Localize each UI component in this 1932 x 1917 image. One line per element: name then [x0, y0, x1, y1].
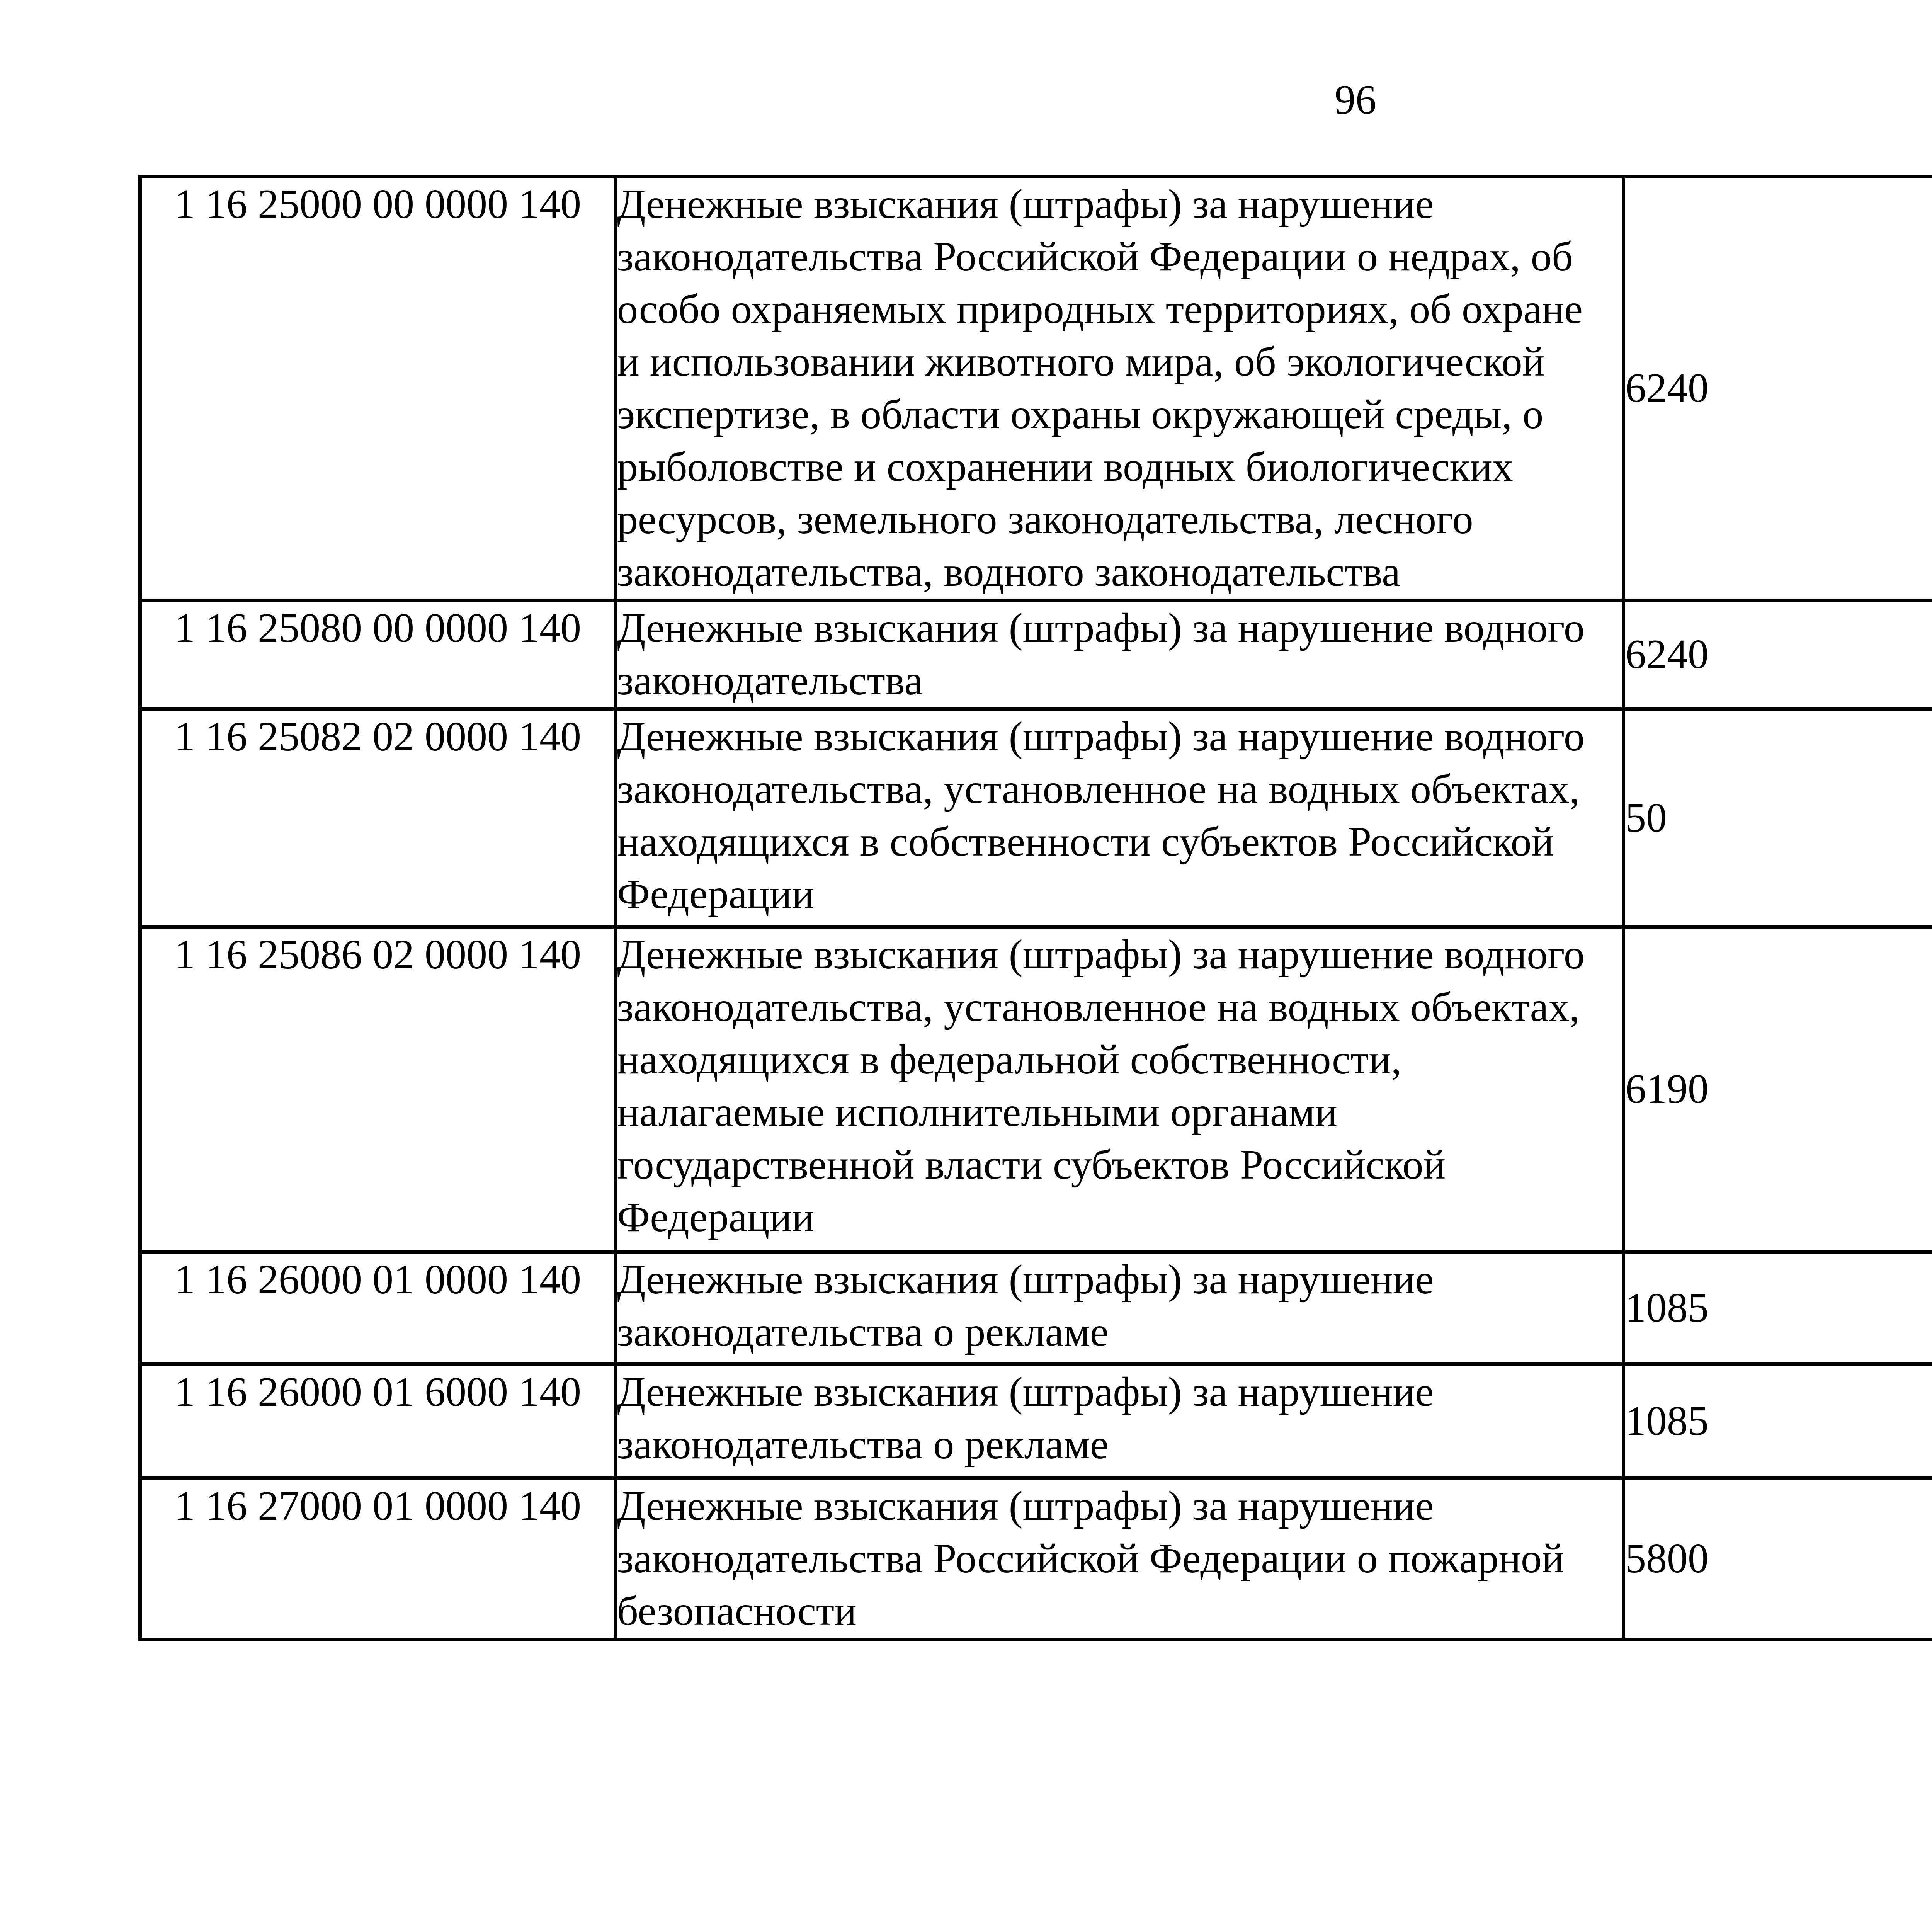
amount-cell: 5800 [1624, 1478, 1932, 1640]
description-line: законодательства Российской Федерации о недрах, об [617, 234, 1573, 280]
amount-cell: 50 [1624, 709, 1932, 927]
description-cell [616, 1252, 1624, 1364]
description-cell [616, 600, 1624, 709]
description-line: налагаемые исполнительными органами [617, 1089, 1338, 1135]
description-line: законодательства о рекламе [617, 1422, 1109, 1468]
description-line: ресурсов, земельного законодательства, лесного [617, 497, 1473, 543]
description-line: законодательства о рекламе [617, 1309, 1109, 1355]
description-line: Федерации [617, 1194, 815, 1240]
description-line: и использовании животного мира, об экологической [617, 339, 1545, 385]
table-row [140, 177, 1932, 600]
budget-code-cell: 1 16 25082 02 0000 140 [140, 709, 616, 927]
table-row [140, 1364, 1932, 1478]
description-line: законодательства, водного законодательства [617, 549, 1401, 595]
amount-cell: 6240 [1624, 177, 1932, 600]
description-line: Федерации [617, 871, 815, 917]
description-cell [616, 1364, 1624, 1478]
table-row [140, 709, 1932, 927]
revenue-table [138, 175, 1932, 1641]
budget-code-cell: 1 16 25000 00 0000 140 [140, 177, 616, 600]
amount-cell: 6190 [1624, 927, 1932, 1252]
description-cell [616, 709, 1624, 927]
table-row [140, 600, 1932, 709]
amount-cell: 1085 [1624, 1252, 1932, 1364]
table-row [140, 1252, 1932, 1364]
description-line: находящихся в федеральной собственности, [617, 1037, 1402, 1083]
budget-code-cell: 1 16 26000 01 0000 140 [140, 1252, 616, 1364]
description-line: находящихся в собственности субъектов Российской [617, 819, 1554, 865]
description-cell [616, 927, 1624, 1252]
table-row [140, 1478, 1932, 1640]
description-line: Денежные взыскания (штрафы) за нарушение [617, 181, 1434, 227]
budget-code-cell: 1 16 25086 02 0000 140 [140, 927, 616, 1252]
table-row [140, 927, 1932, 1252]
description-line: Денежные взыскания (штрафы) за нарушение [617, 1257, 1434, 1303]
description-line: Денежные взыскания (штрафы) за нарушение [617, 1369, 1434, 1415]
budget-code-cell: 1 16 26000 01 6000 140 [140, 1364, 616, 1478]
page-number: 96 [1335, 77, 1376, 123]
description-line: законодательства, установленное на водных объектах, [617, 766, 1580, 812]
description-line: особо охраняемых природных территориях, об охране [617, 286, 1583, 332]
budget-code-cell: 1 16 27000 01 0000 140 [140, 1478, 616, 1640]
amount-cell: 6240 [1624, 600, 1932, 709]
description-line: Денежные взыскания (штрафы) за нарушение водного [617, 932, 1585, 978]
description-line: законодательства Российской Федерации о пожарной [617, 1536, 1564, 1582]
description-line: государственной власти субъектов Российской [617, 1142, 1446, 1188]
description-line: законодательства [617, 658, 923, 704]
description-line: рыболовстве и сохранении водных биологических [617, 444, 1513, 490]
description-line: Денежные взыскания (штрафы) за нарушение водного [617, 714, 1585, 760]
description-line: Денежные взыскания (штрафы) за нарушение водного [617, 605, 1585, 651]
description-line: Денежные взыскания (штрафы) за нарушение [617, 1483, 1434, 1529]
budget-code-cell: 1 16 25080 00 0000 140 [140, 600, 616, 709]
amount-cell: 1085 [1624, 1364, 1932, 1478]
description-line: законодательства, установленное на водных объектах, [617, 984, 1580, 1030]
description-line: безопасности [617, 1588, 857, 1634]
description-cell [616, 1478, 1624, 1640]
description-line: экспертизе, в области охраны окружающей среды, о [617, 391, 1544, 437]
description-cell [616, 177, 1624, 600]
